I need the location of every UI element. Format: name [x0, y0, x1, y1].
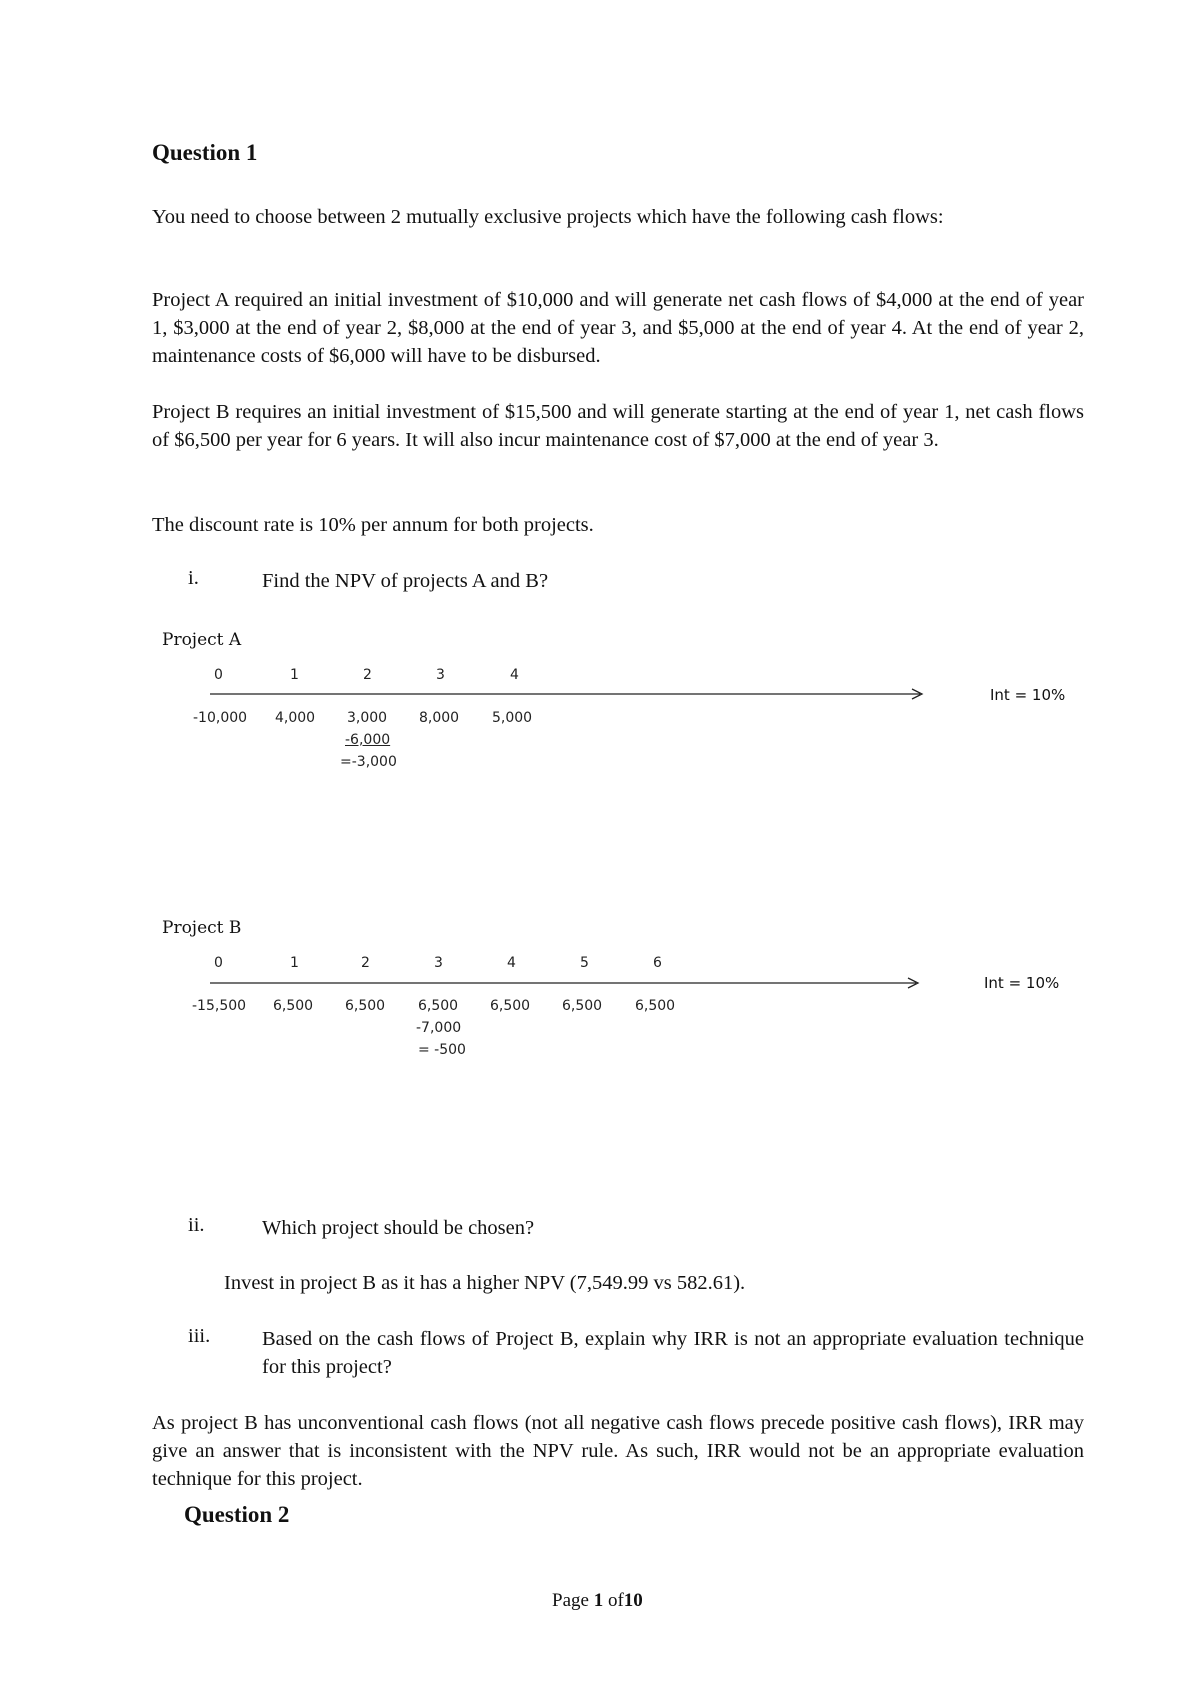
timeline-b-period: 2: [361, 955, 370, 971]
timeline-a-period: 0: [214, 667, 223, 683]
timeline-a-flow: 8,000: [419, 710, 460, 726]
part-ii-text: Which project should be chosen?: [262, 1217, 535, 1239]
timeline-b-period: 3: [434, 955, 443, 971]
timeline-a-flow: 5,000: [492, 710, 533, 726]
timeline-a-flow: 3,000: [347, 710, 388, 726]
timeline-b-rate: Int = 10%: [984, 974, 1060, 992]
timeline-b-flow: -15,500: [192, 998, 247, 1014]
page-footer: [552, 1590, 643, 1612]
timeline-b-arrow: [210, 976, 926, 990]
timeline-b-period: 4: [507, 955, 516, 971]
timeline-b-period: 5: [580, 955, 589, 971]
timeline-a-label: Project A: [162, 630, 242, 650]
timeline-a-net: =-3,000: [340, 754, 397, 770]
timeline-b-flow: 6,500: [490, 998, 531, 1014]
timeline-b-flow: 6,500: [273, 998, 314, 1014]
timeline-a-flow: 4,000: [275, 710, 316, 726]
discount-paragraph: The discount rate is 10% per annum for both projects.: [152, 514, 594, 536]
project-a-paragraph: Project A required an initial investment of $10,000 and will generate net cash flows of $4,000 at the end of year 1, $3,000 at the end of year 2, $8,000 at the end of year 3, and $5,000 at the end of year 4. At the end of year 2, maintenance costs of $6,000 will have to be disbursed.: [152, 289, 1084, 367]
footer-of-word: of: [607, 1590, 624, 1611]
timeline-b-maintenance: -7,000: [416, 1020, 462, 1036]
timeline-b-flow: 6,500: [345, 998, 386, 1014]
timeline-b-period: 6: [653, 955, 662, 971]
timeline-b-net: = -500: [418, 1042, 466, 1058]
timeline-a-period: 3: [436, 667, 445, 683]
timeline-a-period: 4: [510, 667, 519, 683]
part-ii-number: ii.: [188, 1214, 205, 1236]
timeline-b-label: Project B: [162, 918, 242, 938]
timeline-a-arrow: [210, 687, 930, 701]
timeline-a-period: 2: [363, 667, 372, 683]
part-iii-text: Based on the cash flows of Project B, explain why IRR is not an appropriate evaluation technique for this project?: [262, 1328, 1084, 1378]
footer-page-word: Page: [552, 1590, 589, 1611]
question-1-title: Question 1: [152, 140, 258, 165]
timeline-a-flow: -10,000: [193, 710, 248, 726]
part-ii-answer: Invest in project B as it has a higher NPV (7,549.99 vs 582.61).: [224, 1272, 746, 1294]
footer-total-pages: 10: [623, 1590, 643, 1611]
timeline-b-period: 0: [214, 955, 223, 971]
timeline-b-flow: 6,500: [418, 998, 459, 1014]
question-2-title: Question 2: [184, 1502, 290, 1527]
timeline-b-period: 1: [290, 955, 299, 971]
part-i-text: Find the NPV of projects A and B?: [262, 570, 549, 592]
project-b-paragraph: Project B requires an initial investment of $15,500 and will generate starting at the end of year 1, net cash flows of $6,500 per year for 6 years. It will also incur maintenance cost of $7,000 at the end of year 3.: [152, 401, 1084, 451]
part-iii-answer: As project B has unconventional cash flows (not all negative cash flows precede positive cash flows), IRR may give an answer that is inconsistent with the NPV rule. As such, IRR would not be an appropriate evaluation technique for this project.: [152, 1412, 1084, 1490]
timeline-b-flow: 6,500: [562, 998, 603, 1014]
timeline-a-rate: Int = 10%: [990, 686, 1066, 704]
intro-paragraph: You need to choose between 2 mutually exclusive projects which have the following cash flows:: [152, 206, 944, 228]
timeline-b-flow: 6,500: [635, 998, 676, 1014]
timeline-a-maintenance: -6,000: [345, 732, 391, 748]
part-i-number: i.: [188, 567, 199, 589]
part-iii-number: iii.: [188, 1325, 211, 1347]
footer-page-number: 1: [593, 1590, 604, 1611]
timeline-a-period: 1: [290, 667, 299, 683]
